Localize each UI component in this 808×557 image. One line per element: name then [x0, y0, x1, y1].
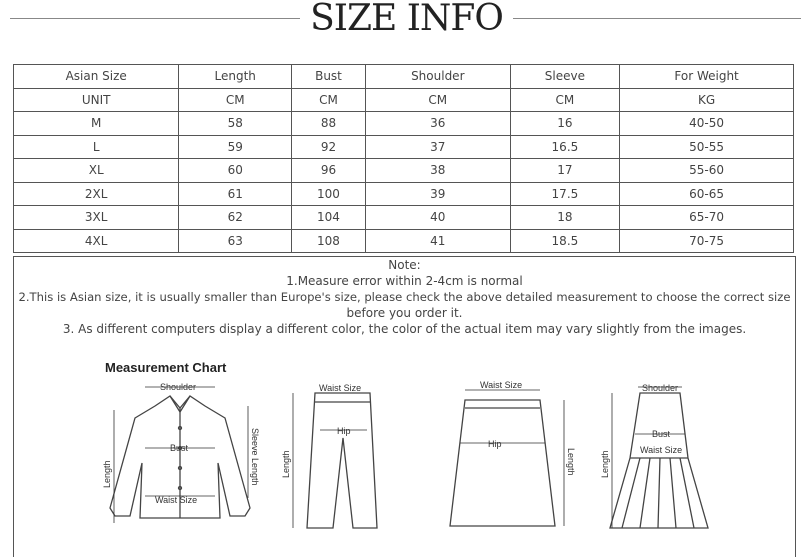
shirt-sleeve-label: Sleeve Length	[250, 428, 260, 486]
table-cell: 18	[510, 206, 620, 230]
table-cell: 39	[365, 182, 510, 206]
shirt-bust-label: Bust	[170, 443, 189, 453]
pants-length-label: Length	[281, 450, 291, 478]
dress-bust-label: Bust	[652, 429, 671, 439]
table-cell: 92	[292, 135, 366, 159]
skirt-length-label: Length	[566, 448, 576, 476]
table-cell: Shoulder	[365, 65, 510, 89]
table-cell: CM	[510, 88, 620, 112]
measurement-chart-title: Measurement Chart	[105, 360, 227, 375]
note-line-2: 2.This is Asian size, it is usually smaller than Europe's size, please check the above detailed measurement to choose the correct size	[18, 290, 791, 304]
dress-length-label: Length	[600, 450, 610, 478]
table-cell: 17.5	[510, 182, 620, 206]
table-cell: 104	[292, 206, 366, 230]
note-line-1: 1.Measure error within 2-4cm is normal	[286, 274, 523, 288]
table-cell: 17	[510, 159, 620, 183]
table-cell: KG	[620, 88, 794, 112]
table-row	[14, 229, 794, 253]
title-row	[0, 0, 808, 50]
table-cell: 61	[179, 182, 292, 206]
table-cell: 70-75	[620, 229, 794, 253]
table-cell: L	[14, 135, 179, 159]
table-cell: 2XL	[14, 182, 179, 206]
pants-hip-label: Hip	[337, 426, 351, 436]
skirt-waist-label: Waist Size	[480, 380, 523, 390]
table-cell: 96	[292, 159, 366, 183]
table-cell: UNIT	[14, 88, 179, 112]
pants-diagram	[281, 378, 395, 538]
table-cell: 88	[292, 112, 366, 136]
shirt-diagram	[100, 378, 270, 538]
table-cell: 36	[365, 112, 510, 136]
table-cell: 40	[365, 206, 510, 230]
table-row	[14, 112, 794, 136]
table-cell: 108	[292, 229, 366, 253]
table-cell: 40-50	[620, 112, 794, 136]
table-cell: Asian Size	[14, 65, 179, 89]
dress-shoulder-label: Shoulder	[642, 383, 679, 393]
table-header-row	[14, 65, 794, 89]
table-cell: Bust	[292, 65, 366, 89]
pants-waist-label: Waist Size	[319, 383, 362, 393]
note-line-3: 3. As different computers display a different color, the color of the actual item may vary slightly from the images.	[62, 322, 747, 336]
table-cell: For Weight	[620, 65, 794, 89]
size-table	[13, 64, 794, 253]
skirt-hip-label: Hip	[488, 439, 502, 449]
table-cell: 16	[510, 112, 620, 136]
table-cell: 59	[179, 135, 292, 159]
page-title: SIZE INFO	[310, 0, 503, 39]
table-cell: 41	[365, 229, 510, 253]
table-cell: CM	[365, 88, 510, 112]
table-cell: XL	[14, 159, 179, 183]
table-cell: 55-60	[620, 159, 794, 183]
table-row	[14, 135, 794, 159]
table-cell: 62	[179, 206, 292, 230]
title-divider-left	[10, 18, 300, 19]
table-cell: 63	[179, 229, 292, 253]
table-cell: 60	[179, 159, 292, 183]
dress-waist-label: Waist Size	[640, 445, 683, 455]
note-line-2b: before you order it.	[346, 306, 463, 320]
table-cell: 58	[179, 112, 292, 136]
table-unit-row	[14, 88, 794, 112]
table-row	[14, 159, 794, 183]
table-row	[14, 182, 794, 206]
table-cell: 37	[365, 135, 510, 159]
table-cell: 18.5	[510, 229, 620, 253]
title-divider-right	[513, 18, 801, 19]
table-cell: Sleeve	[510, 65, 620, 89]
shirt-shoulder-label: Shoulder	[160, 382, 197, 392]
shirt-length-label: Length	[102, 460, 112, 488]
table-row	[14, 206, 794, 230]
note-heading: Note:	[388, 258, 421, 272]
skirt-diagram	[440, 378, 580, 538]
table-cell: 65-70	[620, 206, 794, 230]
table-cell: 4XL	[14, 229, 179, 253]
table-cell: 60-65	[620, 182, 794, 206]
table-cell: 3XL	[14, 206, 179, 230]
table-cell: CM	[292, 88, 366, 112]
table-cell: 100	[292, 182, 366, 206]
table-cell: 50-55	[620, 135, 794, 159]
table-cell: M	[14, 112, 179, 136]
table-cell: Length	[179, 65, 292, 89]
shirt-waist-label: Waist Size	[155, 495, 198, 505]
table-cell: 38	[365, 159, 510, 183]
table-cell: CM	[179, 88, 292, 112]
table-cell: 16.5	[510, 135, 620, 159]
dress-diagram	[600, 378, 710, 538]
